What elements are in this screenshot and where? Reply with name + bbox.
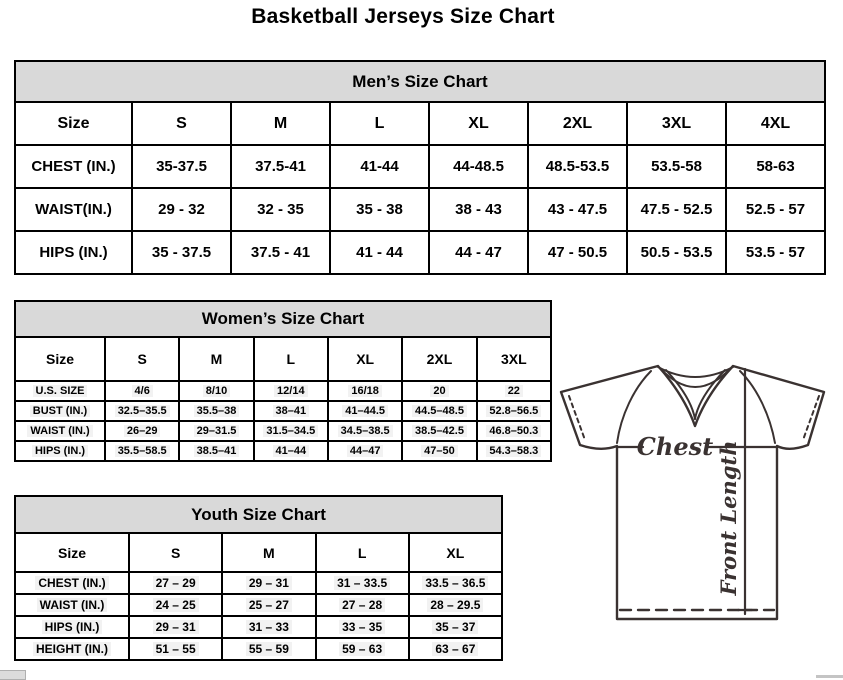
value-cell: 27 – 28 <box>316 594 409 616</box>
column-header: L <box>316 533 409 572</box>
value-cell: 35 - 38 <box>330 188 429 231</box>
chest-label: Chest <box>636 432 714 461</box>
value-cell: 38.5–42.5 <box>402 421 476 441</box>
value-cell: 63 – 67 <box>409 638 502 660</box>
value-cell: 47–50 <box>402 441 476 461</box>
value-cell: 35.5–38 <box>179 401 253 421</box>
value-cell: 44.5–48.5 <box>402 401 476 421</box>
value-cell: 54.3–58.3 <box>477 441 551 461</box>
youth-size-header-row <box>15 533 502 572</box>
column-header: L <box>330 102 429 145</box>
value-cell: 22 <box>477 381 551 401</box>
value-cell: 12/14 <box>254 381 328 401</box>
value-cell: 29 – 31 <box>129 616 222 638</box>
front-length-label: Front Length <box>716 440 741 596</box>
youth-size-table <box>14 495 503 661</box>
row-label-text: HIPS (IN.) <box>42 620 103 634</box>
row-label-text: U.S. SIZE <box>33 385 88 397</box>
value-cell: 34.5–38.5 <box>328 421 402 441</box>
value-cell: 47.5 - 52.5 <box>627 188 726 231</box>
value-cell: 37.5 - 41 <box>231 231 330 274</box>
jersey-measurement-diagram <box>556 363 832 625</box>
column-header: 2XL <box>402 337 476 381</box>
value-cell: 41–44 <box>254 441 328 461</box>
value-cell: 38–41 <box>254 401 328 421</box>
table-row <box>15 616 502 638</box>
value-cell: 46.8–50.3 <box>477 421 551 441</box>
row-label <box>15 401 105 421</box>
row-label-text: WAIST (IN.) <box>37 598 108 612</box>
table-row <box>15 401 551 421</box>
size-header-label: Size <box>15 533 129 572</box>
column-header: 2XL <box>528 102 627 145</box>
value-cell: 51 – 55 <box>129 638 222 660</box>
column-header: M <box>231 102 330 145</box>
jersey-outline-icon <box>561 366 824 619</box>
row-label-text: BUST (IN.) <box>30 405 90 417</box>
column-header: L <box>254 337 328 381</box>
womens-size-header-row <box>15 337 551 381</box>
column-header: 3XL <box>477 337 551 381</box>
value-cell: 31 – 33 <box>222 616 315 638</box>
value-cell: 25 – 27 <box>222 594 315 616</box>
mens-table-caption: Men’s Size Chart <box>15 61 825 102</box>
value-cell: 32.5–35.5 <box>105 401 179 421</box>
value-cell: 38 - 43 <box>429 188 528 231</box>
row-label-text: WAIST (IN.) <box>27 425 92 437</box>
row-label: CHEST (IN.) <box>15 145 132 188</box>
column-header: M <box>179 337 253 381</box>
value-cell: 8/10 <box>179 381 253 401</box>
row-label <box>15 572 129 594</box>
column-header: XL <box>328 337 402 381</box>
table-row <box>15 381 551 401</box>
value-cell: 52.5 - 57 <box>726 188 825 231</box>
value-cell: 33.5 – 36.5 <box>409 572 502 594</box>
value-cell: 35-37.5 <box>132 145 231 188</box>
value-cell: 38.5–41 <box>179 441 253 461</box>
column-header: 4XL <box>726 102 825 145</box>
column-header: S <box>132 102 231 145</box>
table-row <box>15 231 825 274</box>
value-cell: 26–29 <box>105 421 179 441</box>
value-cell: 29–31.5 <box>179 421 253 441</box>
value-cell: 50.5 - 53.5 <box>627 231 726 274</box>
value-cell: 44 - 47 <box>429 231 528 274</box>
value-cell: 29 - 32 <box>132 188 231 231</box>
value-cell: 47 - 50.5 <box>528 231 627 274</box>
row-label-text: HIPS (IN.) <box>32 445 88 457</box>
table-row <box>15 594 502 616</box>
youth-table-caption: Youth Size Chart <box>15 496 502 533</box>
value-cell: 41-44 <box>330 145 429 188</box>
size-header-label: Size <box>15 337 105 381</box>
value-cell: 29 – 31 <box>222 572 315 594</box>
size-header-label: Size <box>15 102 132 145</box>
value-cell: 32 - 35 <box>231 188 330 231</box>
value-cell: 59 – 63 <box>316 638 409 660</box>
value-cell: 43 - 47.5 <box>528 188 627 231</box>
value-cell: 58-63 <box>726 145 825 188</box>
value-cell: 48.5-53.5 <box>528 145 627 188</box>
row-label-text: CHEST (IN.) <box>35 576 108 590</box>
value-cell: 41 - 44 <box>330 231 429 274</box>
table-row <box>15 145 825 188</box>
value-cell: 20 <box>402 381 476 401</box>
value-cell: 44-48.5 <box>429 145 528 188</box>
row-label: WAIST(IN.) <box>15 188 132 231</box>
value-cell: 53.5-58 <box>627 145 726 188</box>
row-label: HIPS (IN.) <box>15 231 132 274</box>
value-cell: 55 – 59 <box>222 638 315 660</box>
mens-size-table <box>14 60 826 275</box>
table-row <box>15 572 502 594</box>
value-cell: 41–44.5 <box>328 401 402 421</box>
table-row <box>15 421 551 441</box>
value-cell: 16/18 <box>328 381 402 401</box>
table-row <box>15 188 825 231</box>
table-row <box>15 638 502 660</box>
value-cell: 24 – 25 <box>129 594 222 616</box>
row-label <box>15 594 129 616</box>
row-label <box>15 421 105 441</box>
value-cell: 27 – 29 <box>129 572 222 594</box>
value-cell: 53.5 - 57 <box>726 231 825 274</box>
row-label <box>15 441 105 461</box>
mens-size-header-row <box>15 102 825 145</box>
value-cell: 4/6 <box>105 381 179 401</box>
row-label <box>15 616 129 638</box>
column-header: M <box>222 533 315 572</box>
womens-size-table <box>14 300 552 462</box>
value-cell: 35.5–58.5 <box>105 441 179 461</box>
value-cell: 37.5-41 <box>231 145 330 188</box>
value-cell: 44–47 <box>328 441 402 461</box>
value-cell: 35 – 37 <box>409 616 502 638</box>
row-label <box>15 381 105 401</box>
value-cell: 52.8–56.5 <box>477 401 551 421</box>
column-header: 3XL <box>627 102 726 145</box>
value-cell: 33 – 35 <box>316 616 409 638</box>
row-label-text: HEIGHT (IN.) <box>33 642 111 656</box>
value-cell: 31 – 33.5 <box>316 572 409 594</box>
table-row <box>15 441 551 461</box>
womens-table-caption: Women’s Size Chart <box>15 301 551 337</box>
value-cell: 35 - 37.5 <box>132 231 231 274</box>
column-header: XL <box>429 102 528 145</box>
scrollbar-fragment <box>816 675 843 678</box>
column-header: S <box>105 337 179 381</box>
value-cell: 28 – 29.5 <box>409 594 502 616</box>
row-label <box>15 638 129 660</box>
page-title: Basketball Jerseys Size Chart <box>251 5 555 28</box>
column-header: XL <box>409 533 502 572</box>
value-cell: 31.5–34.5 <box>254 421 328 441</box>
column-header: S <box>129 533 222 572</box>
